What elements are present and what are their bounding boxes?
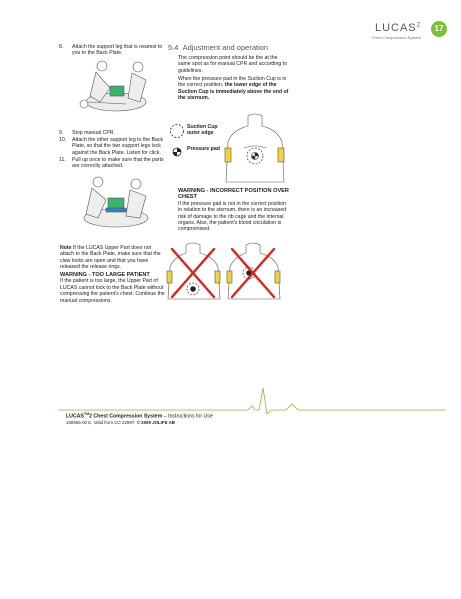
- ecg-line-decoration: [58, 384, 446, 414]
- logo-subtitle: Chest Compression System: [371, 35, 421, 40]
- para-compression-point: The compression point should be the at the same spot as for manual CPR and according to guidelines.: [178, 55, 287, 74]
- illustration-lock-legs: [66, 172, 164, 240]
- legend-suction-cup: Suction Cup outer edge: [187, 124, 218, 137]
- step-10: 10. Attach the other support leg to the Back Plate, so that the two support legs lock against the Back Plate. Listen for click.: [59, 137, 164, 156]
- torsos-incorrect-position: [166, 241, 288, 301]
- header-logo: [257, 20, 447, 44]
- footer-document-line: 100666-00 E, Valid from CO 22997. © 2009 JOLIFE AB: [66, 420, 175, 426]
- warning-large-patient: WARNING - TOO LARGE PATIENT If the patient is too large, the Upper Part of LUCAS cannot lock to the Back Plate without compressing the patient's chest. Continue the manual compressions.: [60, 272, 165, 304]
- step-11: 11. Pull up once to make sure that the parts are correctly attached.: [59, 157, 164, 170]
- step-8: 8. Attach the support leg that is nearest to you to the Back Plate.: [59, 44, 163, 57]
- page-number-badge: 17: [431, 21, 447, 37]
- footer-product-line: LUCAS™2 Chest Compression System – Instructions for Use: [66, 412, 213, 420]
- legend-pressure-pad: Pressure pad: [187, 146, 220, 152]
- section-heading: 5.4 Adjustment and operation: [168, 43, 269, 52]
- warning-incorrect-position: WARNING - INCORRECT POSITION OVER CHEST If the pressure pad is not in the correct position in relation to the sternum, there is an increased risk of damage to the rib cage and the internal organs. Also, the patient's blood circulation is compromised.: [178, 188, 289, 233]
- note-block: Note If the LUCAS Upper Part does not attach to the Back Plate, make sure that the claw locks are open and that you have released the release rings.: [60, 245, 161, 271]
- illustration-attach-leg: [66, 58, 164, 124]
- suction-cup-legend-icon: [169, 123, 185, 139]
- torso-correct-position: [222, 112, 288, 184]
- footer: [66, 411, 446, 427]
- para-correct-position: When the pressure pad in the Suction Cup is in the correct position, the lower edge of the Suction Cup is immediately above the end of the sternum.: [178, 76, 289, 102]
- logo-text: LUCAS$^2$: [374, 22, 421, 34]
- step-9: 9. Stop manual CPR.: [59, 130, 115, 136]
- pressure-pad-legend-icon: [169, 144, 185, 160]
